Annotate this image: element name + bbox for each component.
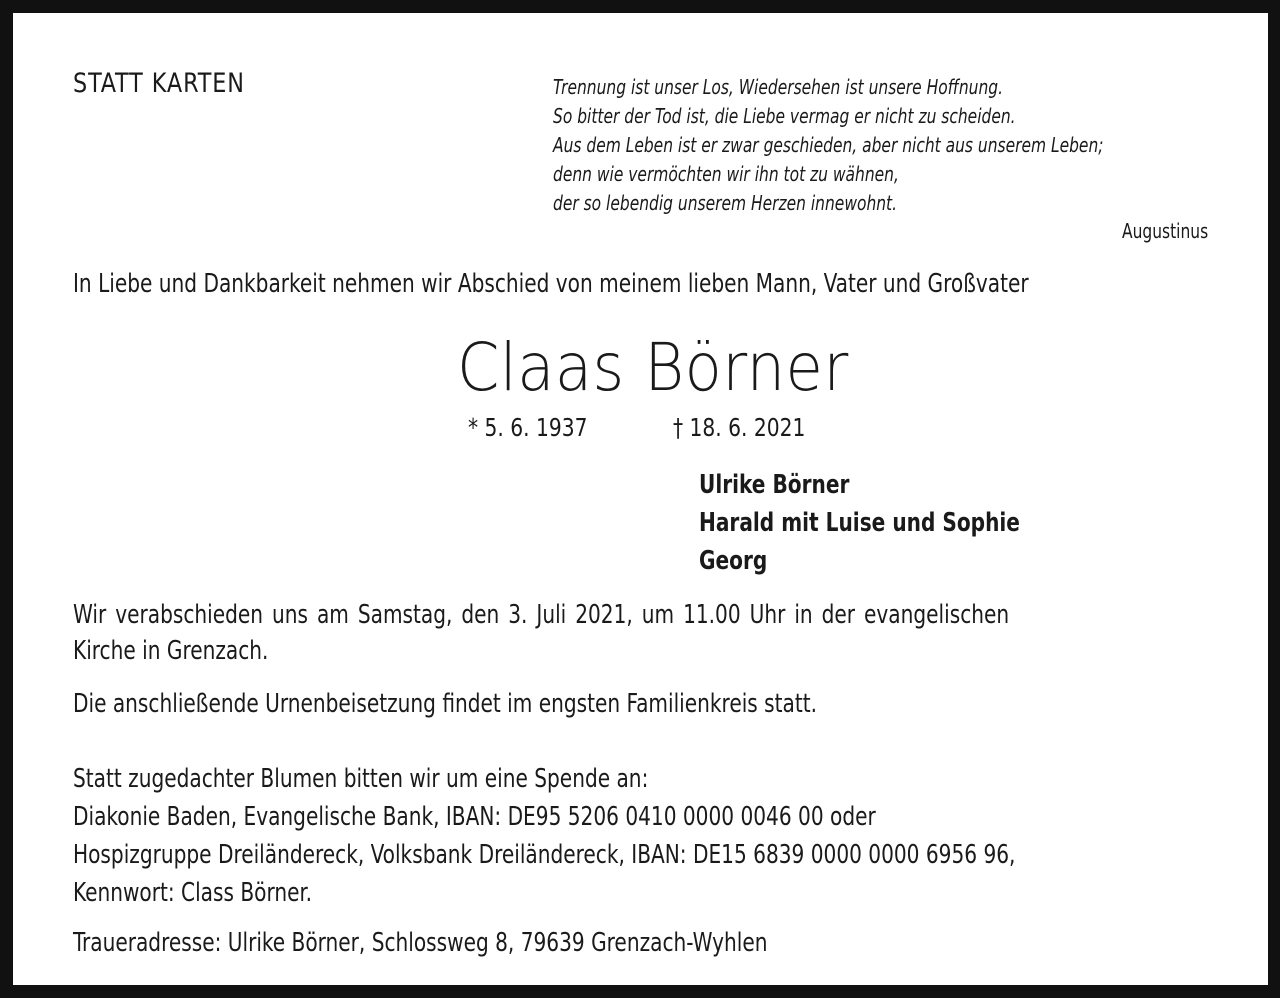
death-date-text: † 18. 6. 2021	[673, 413, 806, 442]
mourner-name: Ulrike Börner	[699, 470, 850, 500]
quote-block	[553, 73, 1103, 218]
address-paragraph	[73, 925, 1233, 961]
donation-line: Statt zugedachter Blumen bitten wir um eine Spende an:	[73, 764, 649, 794]
service-paragraph	[73, 597, 1233, 669]
death-date	[673, 413, 820, 442]
donation-line: Hospizgruppe Dreiländereck, Volksbank Dreiländereck, IBAN: DE15 6839 0000 0000 6956 96,	[73, 840, 1016, 870]
quote-line: denn wie vermöchten wir ihn tot zu wähnen,	[553, 162, 899, 186]
quote-line: Aus dem Leben ist er zwar geschieden, aber nicht aus unserem Leben;	[553, 133, 1104, 157]
mourner-name: Harald mit Luise und Sophie	[699, 508, 1020, 538]
donation-line: Diakonie Baden, Evangelische Bank, IBAN: DE95 5206 0410 0000 0046 00 oder	[73, 802, 876, 832]
deceased-name	[13, 329, 1280, 406]
quote-line: Trennung ist unser Los, Wiedersehen ist unsere Hoffnung.	[553, 75, 1004, 99]
address-text: Traueradresse: Ulrike Börner, Schlossweg 8, 79639 Grenzach-Wyhlen	[73, 928, 768, 958]
donation-line: Kennwort: Class Börner.	[73, 878, 313, 908]
header-label: STATT KARTEN	[73, 68, 245, 99]
deceased-name-text: Claas Börner	[457, 329, 849, 406]
burial-text: Die anschließende Urnenbeisetzung findet im engsten Familienkreis statt.	[73, 689, 818, 719]
birth-date	[468, 413, 601, 442]
mourners-list	[699, 466, 1020, 580]
quote-author: Augustinus	[1121, 219, 1208, 243]
burial-paragraph	[73, 686, 1233, 722]
donation-paragraph	[73, 760, 1233, 912]
intro-text: In Liebe und Dankbarkeit nehmen wir Abschied von meinem lieben Mann, Vater und Großvater	[73, 269, 1029, 299]
quote-line: der so lebendig unserem Herzen innewohnt.	[553, 191, 898, 215]
mourner-name: Georg	[699, 546, 768, 576]
quote-line: So bitter der Tod ist, die Liebe vermag er nicht zu scheiden.	[553, 104, 1016, 128]
service-line: Wir verabschieden uns am Samstag, den 3. Juli 2021, um 11.00 Uhr in der evangelischen	[73, 600, 1010, 630]
service-line: Kirche in Grenzach.	[73, 636, 269, 666]
birth-date-text: * 5. 6. 1937	[468, 413, 588, 442]
